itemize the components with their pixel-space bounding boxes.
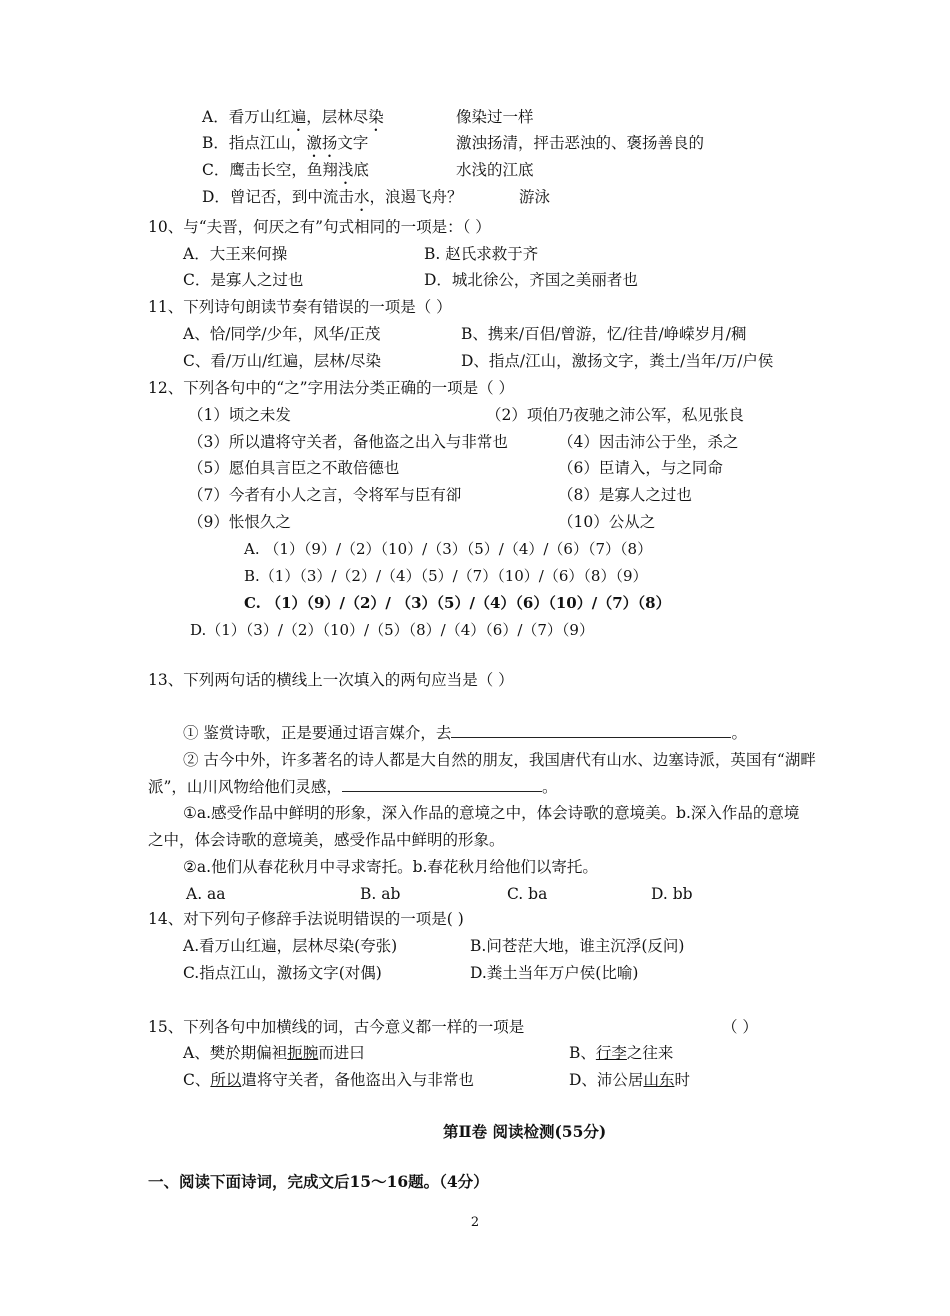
q9-a-mid: ，层林尽 [306, 108, 369, 126]
q9-a-text: A．看万山红 [202, 108, 291, 126]
q14-option-d: D.粪土当年万户侯(比喻) [470, 964, 639, 982]
q13-option-d: D. bb [651, 885, 693, 903]
q13-blank-2 [342, 776, 542, 792]
q12-item-6: （6）臣请入，与之同命 [558, 459, 723, 477]
q9-option-b [202, 132, 368, 161]
q13-options-2: ②a.他们从春花秋月中寻求寄托。b.春花秋月给他们以寄托。 [183, 858, 598, 876]
q9-c-text: C．鹰击长空，鱼翔 [202, 161, 338, 179]
q13-s2-text: 派”，山川风物给他们灵感， [148, 778, 342, 796]
q13-s2-end: 。 [541, 778, 558, 796]
q9-b-text: B．指点江山， [202, 134, 307, 152]
q15-answer-paren: （ ） [722, 1018, 758, 1036]
q13-option-a: A. aa [186, 885, 226, 903]
q9-d-text: D．曾记否，到中流击 [202, 188, 354, 206]
q11-option-d: D、指点/江山，激扬文字，粪土/当年/万/户侯 [461, 352, 774, 370]
q9-option-a [202, 106, 384, 135]
q11-stem: 11、下列诗句朗读节奏有错误的一项是（ ） [148, 298, 452, 316]
q10-option-d: D．城北徐公，齐国之美丽者也 [424, 271, 638, 289]
q9-d-gloss: 游泳 [519, 188, 551, 206]
q12-option-a: A. （1）（9）/（2）（10）/（3）（5）/（4）/（6）（7）（8） [244, 540, 653, 558]
q15-option-c [183, 1069, 474, 1091]
q13-options-1-line1: ①a.感受作品中鲜明的形象，深入作品的意境之中，体会诗歌的意境美。b.深入作品的意境 [183, 804, 800, 822]
q15-c-end: 遣将守关者，备他盗出入与非常也 [241, 1071, 474, 1089]
q13-option-b: B. ab [360, 885, 401, 903]
q14-option-a: A.看万山红遍，层林尽染(夸张) [183, 937, 398, 955]
q14-option-c: C.指点江山，激扬文字(对偶) [183, 964, 382, 982]
q9-a-gloss: 像染过一样 [456, 108, 534, 126]
q9-b-mid: 文字 [337, 134, 369, 152]
q15-d-text: D、沛公居 [569, 1071, 644, 1089]
q9-a-dotted2: 染 [368, 108, 384, 126]
q15-d-end: 时 [674, 1071, 690, 1089]
q14-stem: 14、对下列句子修辞手法说明错误的一项是( ) [148, 910, 464, 928]
q13-option-c: C. ba [507, 885, 548, 903]
q13-sentence-2-line2 [148, 776, 557, 798]
q12-item-10: （10）公从之 [558, 513, 656, 531]
q12-stem: 12、下列各句中的“之”字用法分类正确的一项是（ ） [148, 379, 514, 397]
q12-item-8: （8）是寡人之过也 [558, 486, 692, 504]
q9-option-d [202, 186, 462, 215]
q12-item-3: （3）所以遣将守关者，备他盗之出入与非常也 [188, 433, 508, 451]
q10-option-a: A．大王来何操 [183, 245, 288, 263]
q15-c-underlined: 所以 [210, 1071, 242, 1089]
q15-b-end: 之往来 [626, 1044, 674, 1062]
q13-s1-text: ① 鉴赏诗歌，正是要通过语言媒介，去 [183, 724, 452, 742]
q12-item-4: （4）因击沛公于坐，杀之 [558, 433, 739, 451]
q13-sentence-2-line1: ② 古今中外，许多著名的诗人都是大自然的朋友，我国唐代有山水、边塞诗派，英国有“湖畔 [183, 751, 816, 769]
q9-c-gloss: 水浅的江底 [456, 161, 534, 179]
q12-item-2: （2）项伯乃夜驰之沛公军，私见张良 [486, 406, 744, 424]
q15-a-underlined: 扼腕 [287, 1044, 319, 1062]
q9-b-gloss: 激浊扬清，抨击恶浊的、褒扬善良的 [456, 134, 705, 152]
q14-option-b: B.问苍茫大地，谁主沉浮(反问) [470, 937, 685, 955]
q9-d-dotted: 水 [353, 188, 370, 206]
q15-b-underlined: 行李 [595, 1044, 627, 1062]
q13-s1-end: 。 [731, 724, 747, 742]
q9-b-dotted: 激扬 [306, 134, 338, 152]
q12-option-b: B.（1）（3）/（2）/（4）（5）/（7）（10）/（6）（8）（9） [244, 567, 648, 585]
q10-option-b: B. 赵氏求救于齐 [424, 245, 539, 263]
q12-option-c: C. （1）（9）/（2）/ （3）（5）/（4）（6）（10）/（7）（8） [244, 594, 671, 612]
q12-item-5: （5）愿伯具言臣之不敢倍德也 [188, 459, 400, 477]
q12-item-9: （9）怅恨久之 [188, 513, 291, 531]
q12-option-d: D.（1）（3）/（2）（10）/（5）（8）/（4）（6）/（7）（9） [190, 621, 594, 639]
part-1-title: 一、阅读下面诗词，完成文后15～16题。（4分） [148, 1172, 489, 1191]
q11-option-a: A、恰/同学/少年，风华/正茂 [183, 325, 381, 343]
q13-options-1-line2: 之中，体会诗歌的意境美，感受作品中鲜明的形象。 [148, 831, 505, 849]
q9-c-dotted: 浅 [337, 161, 354, 179]
q12-item-7: （7）今者有小人之言，令将军与臣有卻 [188, 486, 462, 504]
q15-a-text: A、樊於期偏袒 [183, 1044, 288, 1062]
q15-c-text: C、 [183, 1071, 211, 1089]
q10-stem: 10、与“夫晋，何厌之有”句式相同的一项是：（ ） [148, 218, 491, 236]
q15-stem: 15、下列各句中加横线的词，古今意义都一样的一项是 [148, 1018, 525, 1036]
q15-b-text: B、 [569, 1044, 596, 1062]
q12-item-1: （1）顷之未发 [188, 406, 291, 424]
q13-blank-1 [451, 722, 731, 738]
q10-option-c: C．是寡人之过也 [183, 271, 304, 289]
q15-option-a [183, 1042, 365, 1064]
q9-a-dotted: 遍 [290, 108, 307, 126]
q13-sentence-1 [183, 722, 747, 744]
q15-option-d [569, 1069, 690, 1091]
q9-option-c [202, 159, 369, 188]
q15-option-b [569, 1042, 673, 1064]
page-number: 2 [470, 1215, 480, 1230]
q15-d-underlined: 山东 [643, 1071, 675, 1089]
q15-a-end: 而进曰 [318, 1044, 365, 1062]
q11-option-c: C、看/万山/红遍，层林/尽染 [183, 352, 382, 370]
q9-c-mid: 底 [353, 161, 369, 179]
q11-option-b: B、携来/百侣/曾游，忆/往昔/峥嵘岁月/稠 [461, 325, 747, 343]
section-2-title: 第Ⅱ卷 阅读检测(55分) [443, 1122, 607, 1141]
q13-stem: 13、下列两句话的横线上一次填入的两句应当是（ ） [148, 671, 514, 689]
q9-d-mid: ，浪遏飞舟？ [369, 188, 463, 206]
